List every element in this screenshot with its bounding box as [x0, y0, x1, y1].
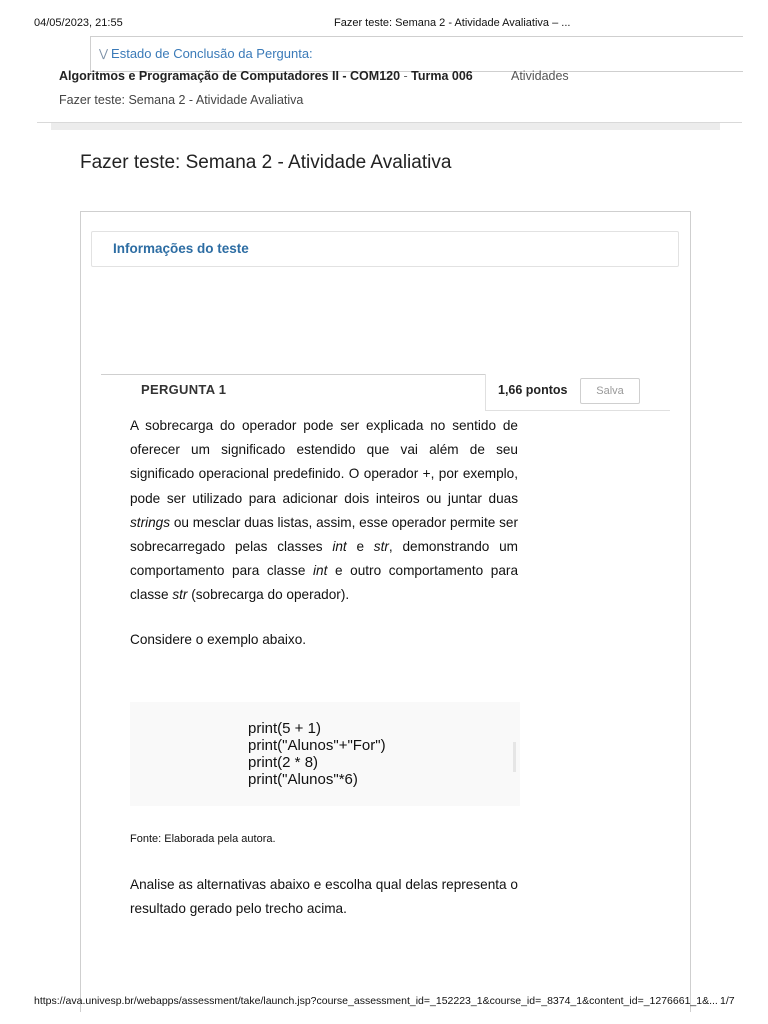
- code-line: print(2 * 8): [248, 754, 319, 771]
- question-text-part: A sobrecarga do operador pode ser explicada no sentido de oferecer um significado estendido que vai além de seu significado operacional predefinido. O operador +, por exemplo, pode ser utilizado para adicionar dois inteiros ou juntar duas: [130, 418, 518, 506]
- code-line: print("Alunos"*6): [248, 771, 358, 788]
- question-text-part: (sobrecarga do operador).: [187, 587, 350, 603]
- question-text-part: ou mesclar duas listas, assim, esse operador permite ser sobrecarregado pelas classes: [130, 514, 518, 555]
- question-text-part: e outro comportamento para classe: [130, 563, 519, 603]
- question-status-label: Estado de Conclusão da Pergunta:: [111, 46, 313, 61]
- code-line: print("Alunos"+"For"): [248, 737, 386, 754]
- save-answer-button[interactable]: Salva: [580, 378, 640, 404]
- code-source-caption: Fonte: Elaborada pela autora.: [130, 833, 276, 845]
- image-watermark: [513, 742, 516, 772]
- print-title: Fazer teste: Semana 2 - Atividade Avaliativa – ...: [334, 17, 571, 29]
- question-text-emphasis: str: [373, 539, 389, 555]
- question-status-toggle[interactable]: [99, 46, 313, 61]
- code-line: print(5 + 1): [248, 720, 321, 737]
- question-points: 1,66 pontos: [498, 383, 568, 397]
- question-points-box: [485, 374, 670, 411]
- code-example-image: [130, 702, 520, 806]
- question-instruction: Analise as alternativas abaixo e escolha qual delas representa o resultado gerado pelo trecho acima.: [130, 877, 518, 917]
- question-status-dropdown[interactable]: [90, 36, 743, 72]
- question-text-part: e: [346, 539, 374, 555]
- header-band: [51, 123, 720, 130]
- question-header: [101, 374, 669, 411]
- breadcrumb-activities-link[interactable]: Atividades: [511, 69, 569, 83]
- double-chevron-down-icon: ⋁: [99, 48, 109, 60]
- question-text-emphasis: strings: [130, 514, 171, 530]
- test-info-label[interactable]: Informações do teste: [113, 241, 249, 256]
- page-title: Fazer teste: Semana 2 - Atividade Avaliativa: [80, 152, 452, 173]
- breadcrumb-current: Fazer teste: Semana 2 - Atividade Avaliativa: [59, 93, 304, 107]
- question-text-emphasis: int: [332, 539, 347, 555]
- question-text: [130, 414, 518, 608]
- code-example: [248, 720, 386, 788]
- print-date: 04/05/2023, 21:55: [34, 17, 123, 29]
- question-text-emphasis: str: [172, 587, 188, 603]
- course-class: Turma 006: [411, 69, 473, 83]
- print-url: https://ava.univesp.br/webapps/assessment/take/launch.jsp?course_assessment_id=_152223_1&course_id=_8374_1&content_id=_1276661_1&...: [34, 995, 718, 1007]
- question-title: PERGUNTA 1: [141, 382, 227, 397]
- print-page-number: 1/7: [720, 995, 735, 1007]
- breadcrumb-separator: -: [400, 69, 412, 83]
- question-consider-text: Considere o exemplo abaixo.: [130, 632, 307, 647]
- test-info-panel[interactable]: [91, 231, 679, 267]
- breadcrumb-course[interactable]: [59, 69, 473, 83]
- course-name: Algoritmos e Programação de Computadores II - COM120: [59, 69, 401, 83]
- question-text-part: , demonstrando um comportamento para classe: [130, 539, 518, 579]
- question-text-emphasis: int: [313, 563, 328, 579]
